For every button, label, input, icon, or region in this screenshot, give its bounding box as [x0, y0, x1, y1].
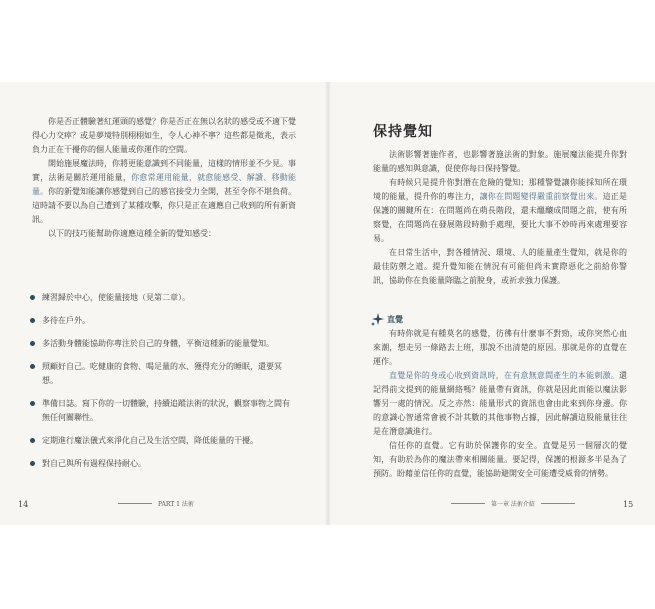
bullet-dot-icon [30, 295, 35, 300]
technique-list [30, 291, 292, 471]
left-paragraph-3: 以下的技巧能幫助你適應這種全新的覺知感受： [48, 229, 216, 238]
list-item-text: 對自己與所有過程保持耐心。 [42, 459, 146, 468]
right-paragraph-6: 信任你的直覺。它有助於保護你的安全。直覺是另一個層次的覺知，有助於為你的魔法帶來相關能量。要記得，保護的根源多半是為了預防。盼藉並信任你的直覺，能協助避開安全可能遭受威脅的情勢。 [373, 441, 627, 478]
left-footer [118, 499, 194, 508]
left-footer-text: PART 1 法術 [158, 501, 194, 508]
right-text-upper [373, 148, 627, 288]
list-item-text: 多待在戶外。 [42, 316, 90, 325]
right-paragraph-2-rest: 這正是保護的關鍵所在：在問題尚在萌長階段，還未醞釀成問題之前，使有所察覺，在問題尚在發展階段時動手處理，要比大事不妙時再來處理要容易。 [373, 192, 628, 243]
page-number-right: 15 [623, 500, 634, 509]
list-item-text: 定期進行魔法儀式來淨化自己及生活空間，降低能量的干擾。 [42, 436, 258, 445]
list-item-text: 多活動身體能協助你專注於自己的身體，平衡這種新的能量覺知。 [42, 339, 274, 348]
bullet-dot-icon [30, 438, 35, 443]
list-item-text: 準備日誌。寫下你的一切體驗，持續追蹤法術的狀況，觀察事物之間有無任何關聯性。 [42, 399, 290, 422]
left-paragraph-2-highlight: 你愈常運用能量，就愈能感受、解讀、移動能量。 [32, 173, 297, 196]
right-text-lower [373, 327, 627, 481]
list-item [30, 337, 292, 351]
right-paragraph-1: 法術影響著施作者，也影響著施法術的對象。施展魔法能提升你對能量的感知與意識，促使你每日保持警覺。 [373, 150, 627, 173]
list-item [30, 434, 292, 448]
footer-rule [118, 503, 152, 504]
list-item [30, 457, 292, 471]
right-footer [451, 499, 575, 508]
list-item [30, 314, 292, 328]
right-paragraph-2-start: 有時候只是提升你對潛在危險的覺知；那種警覺讓你能採知所在環境的能量，提升你的專注力， [373, 178, 627, 201]
left-paragraph-1: 你是否正體驗著紅運頭的感覺？你是否正在無以名狀的感受或不適下覺得心力交瘁？或是夢境特別栩栩如生，令人心神不寧？這些都是徵兆，表示負力正在干擾你的個人能量或你運作的空間。 [32, 117, 296, 154]
book-spread [0, 82, 655, 525]
bullet-dot-icon [30, 318, 35, 323]
list-item [30, 360, 292, 388]
left-text-column [32, 115, 296, 241]
right-paragraph-5 [373, 369, 627, 439]
right-paragraph-5-rest: 還記得前文提到的能量網絡嗎？能量帶有資訊，你就是因此而能以魔法影響另一處的情況。反之亦然：能量形式的資訊也會由此來到你身邊。你的意識心智通常會被不計其數的其他事物占據，因此解讀這股能量往往是在潛意識進行。 [373, 371, 627, 436]
list-item-text: 練習歸於中心，使能量接地（見第二章）。 [42, 293, 190, 302]
footer-rule [541, 503, 575, 504]
right-paragraph-2-highlight: 讓你在問題變得嚴重前察覺出來。 [479, 192, 603, 201]
bullet-dot-icon [30, 461, 35, 466]
right-paragraph-3: 在日常生活中，對各種情況、環境、人的能量產生覺知，就是你的最佳防禦之道。提升覺知能在情況有可能但尚未實際惡化之前給你警訊，協助你在負能量降臨之前脫身，或祈求強力保護。 [373, 248, 627, 285]
left-page [0, 82, 327, 525]
bullet-dot-icon [30, 341, 35, 346]
bullet-dot-icon [30, 364, 35, 369]
footer-rule [451, 503, 485, 504]
bullet-dot-icon [30, 401, 35, 406]
right-paragraph-4: 有時你就是有種莫名的感覺，彷彿有什麼事不對勁，或你突然心血來潮，想走另一條路去上班，那說不出清楚的原因。那就是你的直覺在運作。 [373, 329, 627, 366]
left-paragraph-2-start: 開始施展魔法時，你將更能意識到不同能量，這樣的情形並不少見。事實，法術是關於運用能量， [32, 159, 296, 182]
left-paragraph-2-rest: 你的新覺知能讓你感覺到自己的感官接受力全開，甚至令你不堪負荷。這時請不要以為自己遭到了某種攻擊，你只是正在適應自己收到的所有新資訊。 [32, 187, 296, 224]
left-paragraph-2 [32, 157, 296, 227]
intuition-subhead [371, 313, 403, 326]
right-footer-text: 第一章 法術介紹 [491, 501, 535, 508]
list-item [30, 291, 292, 305]
right-page [329, 82, 655, 525]
right-paragraph-5-highlight: 直覺是你的身或心收到資訊時，在有意無意間產生的本能刺激。 [389, 371, 619, 380]
sparkle-icon [371, 313, 384, 326]
section-title: 保持覺知 [373, 124, 433, 140]
list-item-text: 照顧好自己。吃健康的食物、喝足量的水、獲得充分的睡眠，還要冥想。 [42, 362, 282, 385]
right-paragraph-2 [373, 176, 627, 246]
list-item [30, 397, 292, 425]
page-number-left: 14 [18, 500, 29, 509]
subhead-title: 直覺 [387, 314, 403, 324]
